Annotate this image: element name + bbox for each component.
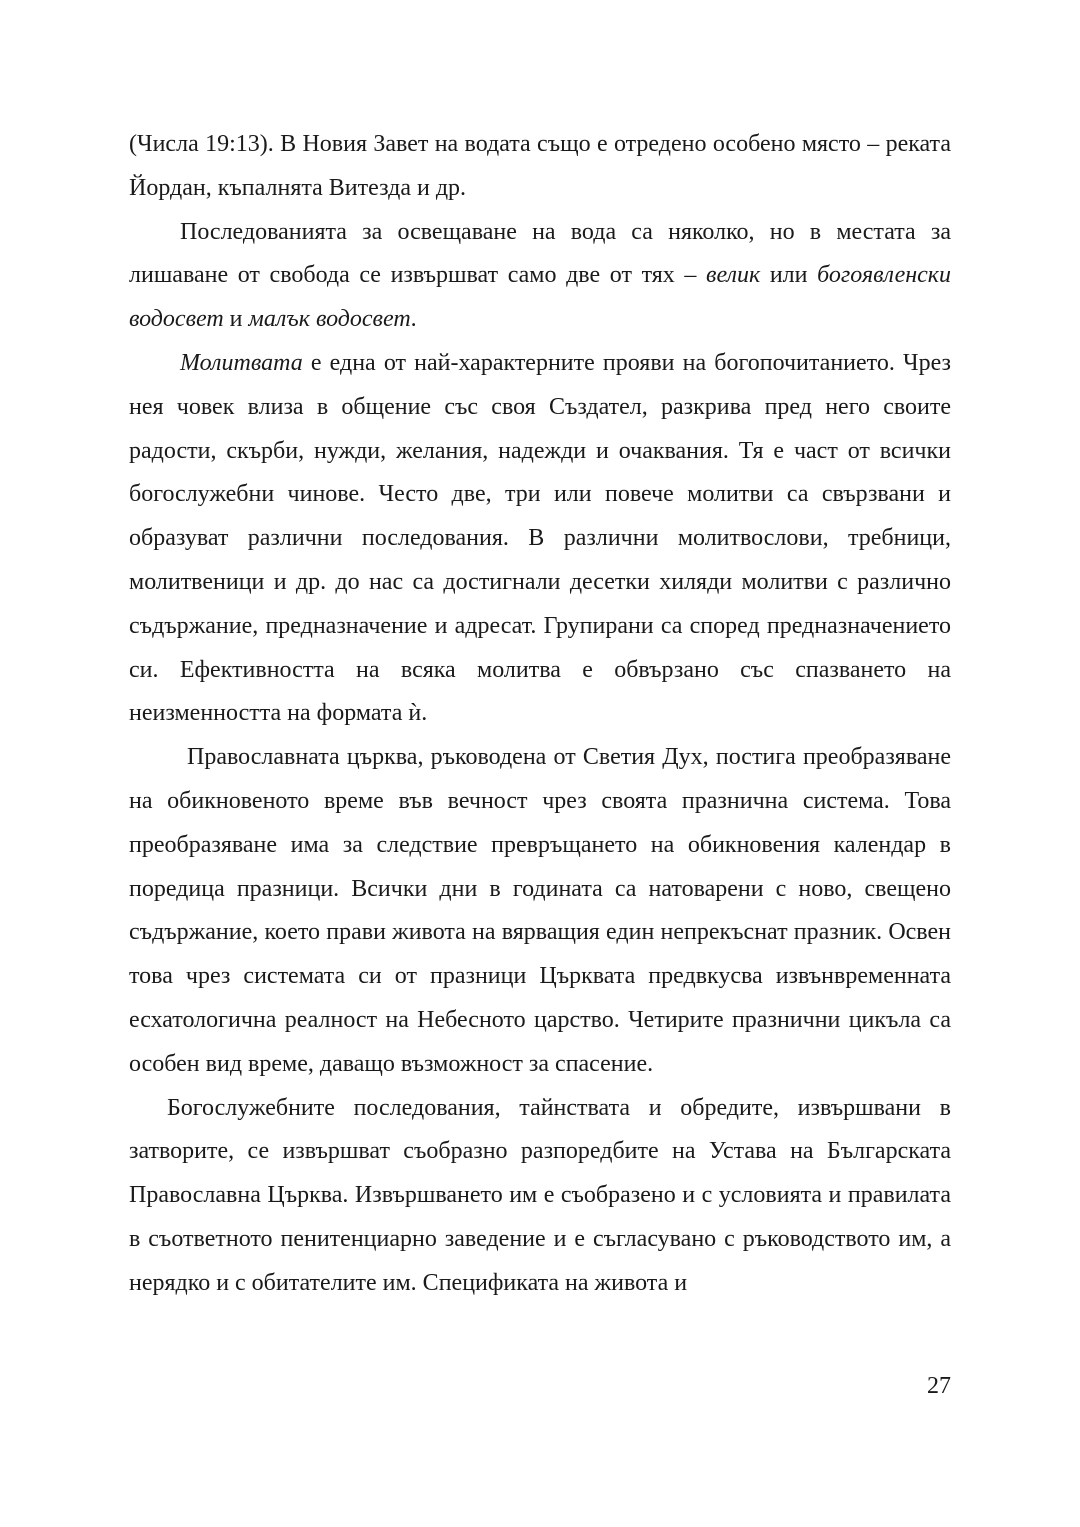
paragraph-prayer — [129, 342, 951, 736]
paragraph-text: (Числа 19:13). В Новия Завет на водата също е отредено особено място – реката Йордан, къпалнята Витезда и др. — [129, 131, 951, 201]
paragraph-text: . — [410, 306, 417, 333]
paragraph-continuation — [129, 123, 951, 211]
paragraph-text: Последованията за освещаване на вода са няколко, но в местата за лишаване от свобода се извършват само две от тях – — [129, 218, 951, 289]
italic-term: богоявленски водосвет — [129, 262, 952, 333]
paragraph-text: е една от най-характерните прояви на богопочитанието. Чрез нея човек влиза в общение със своя Създател, разкрива пред него своите радости, скърби, нужди, желания, надежди и очаквания. Тя е част от всички богослужебни чинове. Често две, три или повече молитви са свързвани и образуват различни последования. В различни молитвослови, требници, молитвеници и др. до нас са достигнали десетки хиляди молитви с различно съдържание, предназначение и адресат. Групирани са според предназначението си. Ефективността на всяка молитва е обвързано със спазването на неизменността на формата ѝ. — [129, 349, 951, 727]
paragraph-text: и — [223, 306, 249, 333]
paragraph-text: или — [760, 262, 818, 289]
body-text — [129, 123, 951, 1306]
italic-term: велик — [706, 262, 761, 289]
paragraph-text: Православната църква, ръководена от Светия Дух, постига преобразяване на обикновеното време във вечност чрез своята празнична система. Това преобразяване има за следствие превръщането на обикновения календар в поредица празници. Всички дни в годината са натоварени с ново, свещено съдържание, което прави живота на вярващия един непрекъснат празник. Освен това чрез системата си от празници Църквата предвкусва извънвременната есхатологична реалност на Небесното царство. Четирите празнични цикъла са особен вид време, даващо възможност за спасение. — [129, 744, 951, 1077]
italic-term: малък водосвет — [248, 306, 411, 333]
paragraph-church-calendar — [129, 736, 951, 1086]
page-number: 27 — [927, 1373, 951, 1399]
paragraph-water-blessing — [129, 211, 951, 342]
paragraph-text: Богослужебните последования, тайнствата и обредите, извършвани в затворите, се извършват съобразно разпоредбите на Устава на Българската Православна Църква. Извършването им е съобразено и с условията и правилата в съответното пенитенциарно заведение и е съгласувано с ръководството им, а нерядко и с обитателите им. Спецификата на живота и — [129, 1094, 951, 1296]
italic-term: Молитвата — [180, 349, 303, 376]
paragraph-services-in-prisons — [129, 1087, 951, 1306]
